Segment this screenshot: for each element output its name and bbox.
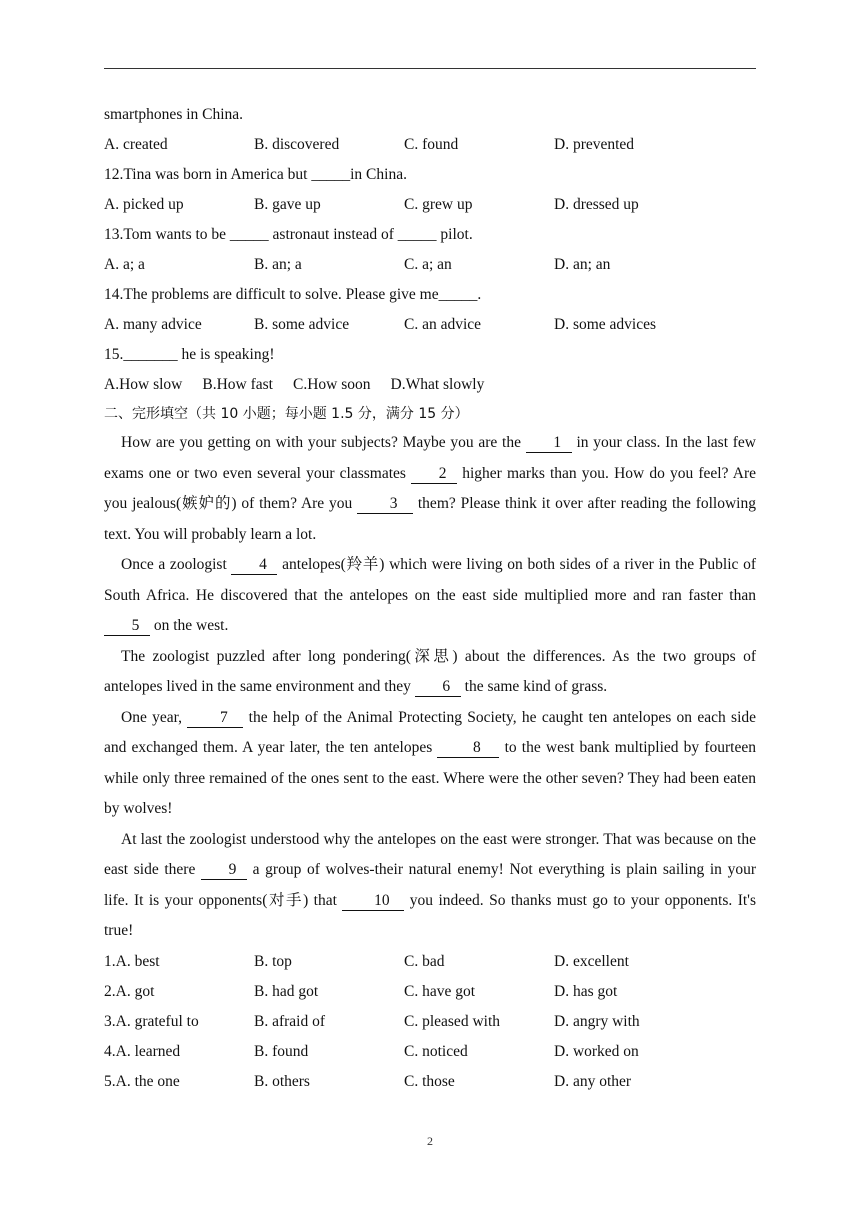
option-b: B.How fast [202,376,273,393]
page-content [104,100,756,1097]
option-c: C. have got [404,982,476,1000]
header-rule [104,68,756,69]
option-a: A. picked up [104,196,184,213]
option-d: D. prevented [554,136,635,153]
option-c: C. those [404,1072,455,1090]
option-d: D. worked on [554,1042,639,1060]
blank-10: 10 [342,892,404,911]
blank-6: 6 [415,678,461,697]
text-run: The zoologist puzzled after long pondering(深思) about the differences. As the two groups of antelopes lived in the same environment and they [104,647,756,695]
text-run: One year, [121,708,188,726]
blank-2: 2 [411,465,457,484]
text-run: in your class. In the last few exams one or two even several your classmates [104,434,756,482]
q15-options [104,370,756,400]
text-run: a group of wolves-their natural enemy! Not everything is plain sailing in your life. It is your opponents(对手) that [104,861,756,909]
blank-8: 8 [437,739,499,758]
option-d: D. has got [554,982,618,1000]
section-title: 二、完形填空（共 10 小题；每小题 1.5 分，满分 15 分） [104,406,469,422]
option-d: D. any other [554,1072,632,1090]
text-run: you indeed. So thanks must go to your opponents. It's true! [104,891,756,939]
choice-row-1 [104,947,756,977]
text-run: higher marks than you. How do you feel? Are you jealous(嫉妒的) of them? Are you [104,464,756,512]
option-c: C.How soon [292,376,371,393]
blank-9: 9 [201,861,247,880]
passage-paragraph-4 [104,703,756,825]
option-b: B. had got [254,982,319,1000]
q13-options [104,250,756,280]
option-d: D.What slowly [390,376,485,393]
option-b: B. some advice [254,316,350,333]
choice-row-3 [104,1007,756,1037]
choice-row-2 [104,977,756,1007]
option-b: B. found [254,1042,309,1060]
text-run: them? Please think it over after reading the following text. You will probably learn a lot. [104,495,756,543]
option-c: C. grew up [404,196,473,213]
question-14: 14.The problems are difficult to solve. Please give me_____. [104,286,482,303]
option-d: D. some advices [554,316,657,333]
option-b: B. others [254,1072,310,1090]
page-number: 2 [427,1134,433,1148]
text-run: How are you getting on with your subjects? Maybe you are the [121,434,526,451]
text-run: the help of the Animal Protecting Society, he caught ten antelopes on each side and exchanged them. A year later, the ten antelopes [104,708,757,756]
option-a: A. a; a [104,256,145,273]
text-run: to the west bank multiplied by fourteen while only three remained of the ones sent to the east. Where were the other seven? They had been eaten by wolves! [104,739,756,817]
text-run: on the west. [150,617,229,634]
option-c: C. found [404,136,459,153]
option-d: D. an; an [554,256,611,273]
option-d: D. dressed up [554,196,639,213]
text-run: the same kind of grass. [460,678,608,695]
option-d: D. angry with [554,1012,640,1030]
option-a: 3.A. grateful to [104,1012,199,1030]
blank-7: 7 [187,709,243,728]
option-c: C. an advice [404,316,482,333]
q12-options [104,190,756,220]
question-15: 15._______ he is speaking! [104,346,275,363]
blank-5: 5 [104,617,150,636]
blank-1: 1 [526,434,572,453]
option-b: B. top [254,952,292,970]
question-12: 12.Tina was born in America but _____in China. [104,166,407,183]
q11-options [104,130,756,160]
option-c: C. a; an [404,256,452,273]
option-a: 5.A. the one [104,1072,180,1090]
text-run: antelopes(羚羊) which were living on both sides of a river in the Public of South Africa. He discovered that the antelopes on the east side multiplied more and ran faster than [104,556,756,604]
passage-paragraph-1 [104,428,756,550]
blank-3: 3 [357,495,413,514]
option-a: 4.A. learned [104,1042,181,1060]
passage-paragraph-3 [104,642,756,703]
option-b: B. discovered [254,136,340,153]
text-run: Once a zoologist [121,556,232,573]
q14-options [104,310,756,340]
option-c: C. noticed [404,1042,468,1060]
option-b: B. gave up [254,196,321,213]
choice-row-4 [104,1037,756,1067]
option-b: B. afraid of [254,1012,326,1030]
text-run: At last the zoologist understood why the antelopes on the east were stronger. That was because on the east side there [104,830,756,878]
blank-4: 4 [231,556,277,575]
option-a: 2.A. got [104,982,155,1000]
option-d: D. excellent [554,952,629,970]
option-c: C. bad [404,952,445,970]
choice-row-5 [104,1067,756,1097]
option-a: A. many advice [104,316,202,333]
option-c: C. pleased with [404,1012,500,1030]
option-a: 1.A. best [104,952,160,970]
option-a: A.How slow [104,376,183,393]
question-13: 13.Tom wants to be _____ astronaut instead of _____ pilot. [104,226,473,243]
option-a: A. created [104,136,168,153]
question-continuation: smartphones in China. [104,106,244,123]
passage-paragraph-5 [104,825,756,947]
option-b: B. an; a [254,256,302,273]
passage-paragraph-2 [104,550,756,642]
